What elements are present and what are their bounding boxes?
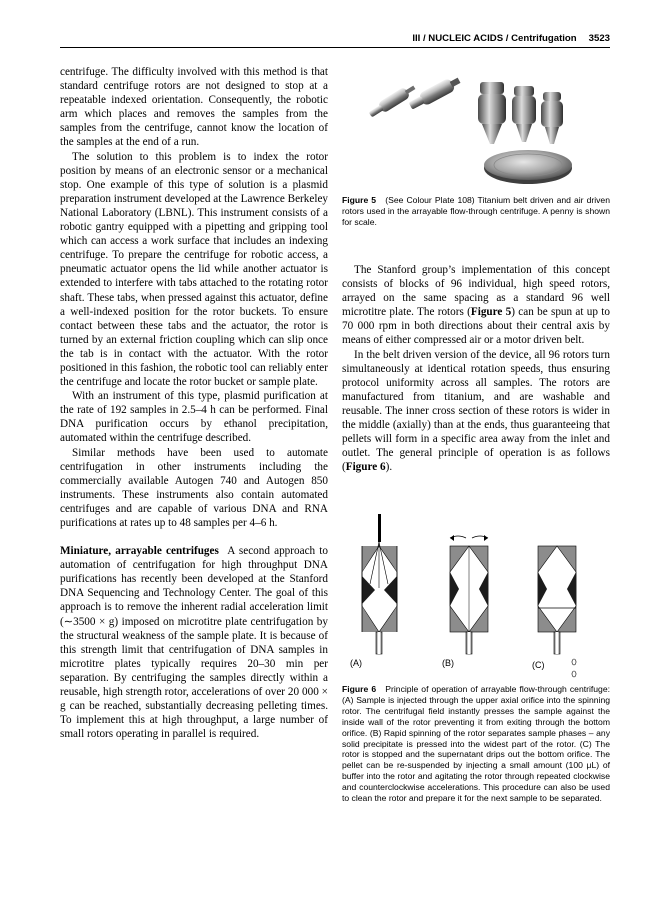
figure-6-caption-text: Principle of operation of arrayable flow-through centrifuge: (A) Sample is injected through the upper axial orifice into the spinning rotor. The centrifugal field instantly presses the sample against the inside wall of the rotor preventing it from exiting through the bottom orifice. (B) Rapid spinning of the rotor separates sample phases – any solid precipitate is pressed into the widest part of the rotor. (C) The rotor is stopped and the supernatant drips out the bottom orifice. The pellet can be re-suspended by injecting a small amount (100 μL) of buffer into the rotor and agitating the rotor through repeated clockwise and counterclockwise accelerations. This procedure can also be used to clean the rotor and prepare it for the next sample to be separated. bbox=[342, 684, 610, 804]
figure-6 bbox=[342, 508, 610, 804]
figure-ref[interactable]: Figure 6 bbox=[345, 461, 386, 474]
right-column bbox=[342, 263, 610, 474]
panel-b bbox=[442, 535, 488, 668]
paragraph bbox=[342, 263, 610, 348]
figure-5-caption-text: (See Colour Plate 108) Titanium belt driven and air driven rotors used in the arrayable flow-through centrifuge. A penny is shown for scale. bbox=[342, 195, 610, 227]
rotor-diagram bbox=[342, 508, 610, 678]
section-body: A second approach to automation of centrifugation for high throughput DNA purifications has recently been developed at the Stanford DNA Sequencing and Technology Center. The goal of this approach is to remove the inherent radial acceleration limit (∼3500 × g) imposed on microtitre plate centrifugation by the structural weakness of the sample plate. It is because of this strength limit that centrifugation of DNA samples in microtitre plates typically requires 20–30 min per separation. By centrifuging the samples directly within a reusable, high strength rotor, accelerations of over 20 000 × g can be reached, substantially decreasing pelleting times. To implement this at high throughput, a large number of small rotors operating in parallel is required. bbox=[60, 545, 329, 741]
page-header bbox=[60, 33, 610, 48]
figure-6-label: Figure 6 bbox=[342, 684, 377, 694]
figure-5 bbox=[342, 62, 610, 228]
text-run: The Stanford group’s implementation of this concept consists of blocks of 96 individual, high speed rotors, arrayed on the same spacing as a standard 96 well microtitre plate. The rotors ( bbox=[342, 264, 610, 319]
paragraph: Similar methods have been used to automate centrifugation in other instruments including the commercially available Autogen 740 and Autogen 850 instruments. These instruments also contain automated centrifuges and are capable of various DNA and RNA purifications at rates up to 48 samples per 4–6 h. bbox=[60, 446, 328, 529]
droplet bbox=[572, 671, 576, 677]
running-head-title: III / NUCLEIC ACIDS / Centrifugation bbox=[412, 33, 577, 44]
text-run: ). bbox=[385, 461, 393, 474]
rotors-photo bbox=[342, 62, 610, 192]
running-head bbox=[412, 33, 610, 44]
left-column bbox=[60, 65, 328, 741]
paragraph bbox=[342, 348, 610, 475]
injection-needle bbox=[378, 514, 381, 542]
figure-5-label: Figure 5 bbox=[342, 195, 377, 205]
panel-label: (C) bbox=[532, 660, 545, 670]
figure-ref[interactable]: Figure 5 bbox=[470, 306, 512, 319]
panel-label: (B) bbox=[442, 658, 454, 668]
droplet bbox=[572, 659, 576, 665]
page-number: 3523 bbox=[588, 33, 610, 44]
panel-a bbox=[350, 514, 397, 668]
paragraph: The solution to this problem is to index the rotor position by means of an electronic sensor or a mechanical stop. One example of this type of solution is a plasmid preparation instrument developed at the Lawrence Berkeley National Laboratory (LBNL). This instrument consists of a robotic gantry equipped with a pipetting and gripping tool which can access a work surface that includes an indexing centrifuge. To prepare the centrifuge for robotic access, a pneumatic actuator opens the lid while another actuator is extended to interfere with tabs attached to the rotating rotor shaft. These tabs, when pressed against this actuator, define a well-indexed position for the rotor buckets. To ensure contact between these tabs and the actuator, the rotor is turned by an external friction coupling which can slip once the tab is in contact with the actuator. With the rotor positioned in this fashion, the robotic tool can reliably enter the centrifuge and locate the rotor bucket or sample plate. bbox=[60, 150, 328, 389]
figure-6-caption bbox=[342, 684, 610, 804]
paragraph: With an instrument of this type, plasmid purification at the rate of 192 samples in 2.5–4 h can be performed. Final DNA purification occurs by ethanol precipitation, automated within the centrifuge described. bbox=[60, 390, 328, 445]
panel-c bbox=[532, 546, 576, 677]
section-paragraph bbox=[60, 544, 328, 741]
paragraph: centrifuge. The difficulty involved with this method is that standard centrifuge rotors are not designed to stop at a repeatable indexed orientation. Consequently, the robotic arm which places and removes the samples from the samples from the centrifuge, cannot know the location of the samples at the end of a run. bbox=[60, 66, 328, 149]
text-run: In the belt driven version of the device, all 96 rotors turn simultaneously at identical rotation speeds, thus ensuring protocol uniformity across all samples. The rotors are manufactured from titanium, and are washable and reusable. The inner cross section of these rotors is wider in the middle (axially) than at the ends, thus guaranteeing that pellets will form in a specific area away from the inlet and outlet. The general principle of operation is as follows ( bbox=[342, 348, 610, 474]
panel-label: (A) bbox=[350, 658, 362, 668]
text-run: ) can be spun at up to 70 000 rpm in both directions about their central axis by means of either compressed air or a motor driven belt. bbox=[342, 306, 610, 347]
section-heading: Miniature, arrayable centrifuges bbox=[60, 545, 219, 558]
figure-5-caption bbox=[342, 195, 610, 228]
